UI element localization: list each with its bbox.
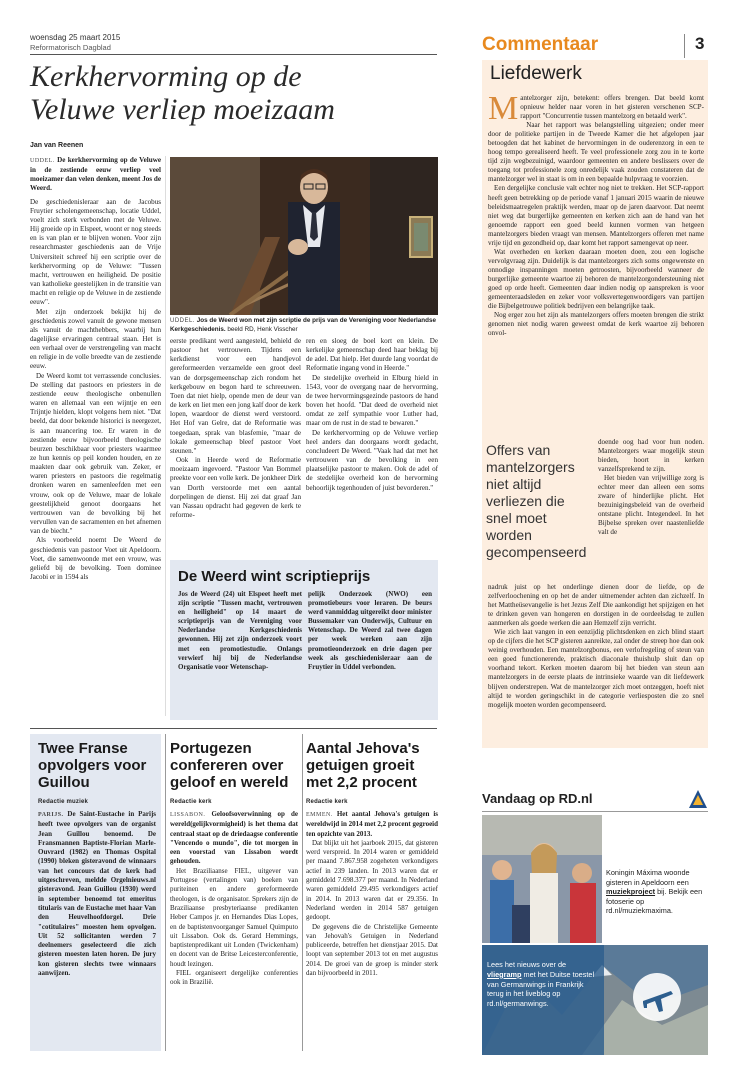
rd-item-text: met het Duitse toestel van Germanwings in Frankrijk terug in het liveblog op rd.nl/germanwings. — [487, 969, 595, 1009]
caption-text: Jos de Weerd won met zijn scriptie de prijs van de Vereniging voor Nederlandse Kerkgeschiedenis. — [170, 317, 436, 333]
portugezen-redactie: Redactie kerk — [170, 799, 212, 805]
page-header — [30, 33, 120, 53]
rd-link-muziekproject[interactable]: muziekproject — [606, 887, 656, 897]
rd-item-text: Lees het nieuws over de — [487, 960, 567, 969]
paragraph: De stedelijke overheid in Elburg hield in 1543, voor de overgang naar de hervorming, de twee hervormingsgezinde pastoors de hand boven het hoofd. "Dat deed de overheid niet omdat ze zelf sympathie voor Luther had, maar om de rust in de stad te bewaren." — [306, 373, 438, 428]
dropcap: M — [488, 94, 519, 127]
paragraph: FIEL organiseert dergelijke conferenties ook in Brazilië. — [170, 969, 298, 987]
scriptieprijs-title[interactable]: De Weerd wint scriptieprijs — [178, 568, 371, 585]
portugezen-title[interactable]: Portugezen confereren over geloof en wereld — [170, 740, 289, 791]
portugezen-body — [170, 810, 298, 1050]
lead-text: De kerkhervorming op de Veluwe in de zestiende eeuw verliep veel moeizamer dan velen denken, meent Jos de Weerd. — [30, 156, 161, 193]
paragraph: Naar het rapport was belangstelling uitgezien; onder meer door de politieke partijen in de Tweede Kamer die het afgelopen jaar betoogden dat het kabinet de hervormingen in de ouderenzorg in een te hoog tempo gerealiseerd heeft. Te veel professionele zorg zou in te korte tijd zijn wegbezuinigd, waardoor gemeenten en andere beslissers over de toegang tot professionele zorg onredelijk vaak zouden constateren dat de mantelzorger wel in staat is om in een bepaalde hulpvraag te voorzien. — [488, 121, 704, 184]
paragraph: Het bieden van vrijwillige zorg is echter meer dan alleen een soms zware of hinderlijke plicht. Het bezuinigingsbeleid van de overheid ontstane plicht. Integendeel. In het Bijbelse spreken over naastenliefde valt de — [598, 474, 704, 537]
dateline: UDDEL. — [30, 158, 55, 164]
main-article-col1 — [30, 156, 161, 716]
header-date: woensdag 25 maart 2015 — [30, 33, 121, 42]
rd-link-vliegramp[interactable]: vliegramp — [487, 969, 522, 979]
main-headline[interactable] — [30, 60, 440, 126]
lead-text: Het aantal Jehova's getuigen is wereldwijd in 2014 met 2,2 procent gegroeid ten opzichte van 2013. — [306, 810, 438, 838]
column-divider — [165, 156, 166, 716]
pull-quote: Offers van mantelzorgers niet altijd verliezen die snel moet worden gecompenseerd — [486, 442, 587, 560]
headline-line-2: Veluwe verliep moeizaam — [30, 93, 335, 126]
paragraph: Het Braziliaanse FIEL, uitgever van Portugese (vertalingen van) boeken van puriteinen en andere gereformeerde theologen, is de organisator. Sprekers zijn de Braziliaanse presbyteriaanse predikanten Heber Campos jr. en Hernandes Dias Lopes, en de baptistenvoorganger Samuel Quimputo uit Lissabon. Ook ds. Gerard Hemmings, baptistenpredikant uit Londen (Twickenham) en docent van de Britse Leicesterconferentie, houdt lezingen. — [170, 866, 298, 968]
paragraph-text: antelzorger zijn, betekent: offers brengen. Dat beeld komt opnieuw helder naar voren in het gisteren verschenen SCP-rapport "Concurrentie tussen mantelzorg en betaald werk". — [520, 94, 704, 121]
paragraph: De gegevens die de Christelijke Gemeente van Jehovah's Getuigen in Nederland publiceerde, betreffen het dienstjaar 2015. Dat loopt van september 2013 tot en met augustus 2014. De groei van de groep is minder sterk dan bijvoorbeeld in 2011. — [306, 922, 438, 978]
paragraph: ren en sloeg de boel kort en klein. De kerkelijke gemeenschap deed haar beklag bij de adel. Dat hielp. Het duurde lang voordat de Reformatie ingang vond in Heerde." — [306, 337, 438, 373]
main-article-col3 — [306, 337, 438, 555]
commentaar-body-top — [488, 94, 704, 439]
rd-logo-icon — [688, 789, 708, 809]
commentaar-section-title: Commentaar — [482, 34, 599, 55]
caption-dateline: UDDEL. — [170, 318, 196, 324]
paragraph — [488, 94, 704, 127]
paragraph: Dat blijkt uit het jaarboek 2015, dat gisteren werd verspreid. In 2014 waren er gemiddeld per maand 7.867.958 zogeheten verkondigers actief in 239 landen. In 2013 waren dat er gemiddeld 7.698.377 per maand. In Nederland waren gemiddeld 29.495 verkondigers actief in 2014. In 2013 waren dat er 29.356. In Nederland werden in 2014 587 getuigen gedoopt. — [306, 838, 438, 922]
rd-title-rule — [482, 811, 708, 812]
paragraph: Met zijn onderzoek bekijkt hij de geschiedenis zowel vanuit de gewone mensen als vanuit de machthebbers, waarbij hun dagelijkse ervaringen centraal staan. Het is een verhaal over de verstrengeling van macht en religie in de volle breedte van de zestiende eeuw. — [30, 307, 161, 371]
page-number-divider — [684, 34, 685, 58]
header-paper: Reformatorisch Dagblad — [30, 43, 111, 52]
jehova-body — [306, 810, 438, 1050]
main-article-col2 — [170, 337, 301, 555]
photo-credit: beeld RD, Henk Visscher — [227, 325, 298, 333]
scriptieprijs-col2: pelijk Onderzoek (NWO) een promotiebeurs voor leraren. De beurs werd vanmiddag uitgereikt door minister Bussemaker van Onderwijs, Cultuur en Wetenschap. De Weerd zal twee dagen per week werken aan zijn promotieonderzoek en drie dagen per week als geschiedenisleraar aan de Fruytier in Uddel verbonden. — [308, 590, 432, 671]
photo-maxima — [482, 815, 602, 943]
photo-caption — [170, 317, 438, 334]
jehova-redactie: Redactie kerk — [306, 799, 348, 805]
rd-item-maxima — [606, 868, 708, 916]
scriptieprijs-col1: Jos de Weerd (24) uit Elspeet heeft met zijn scriptie "Tussen macht, vertrouwen en heiligheid" op 14 maart de scriptieprijs van de Vereniging voor Nederlandse Kerkgeschiedenis gewonnen. Hij zet zijn onderzoek voort met een promotiestudie. Onlangs verwierf hij bij de Nederlandse Organisatie voor Wetenschap- — [178, 590, 302, 671]
paragraph: Als voorbeeld noemt De Weerd de geschiedenis van pastoor Voet uit Apeldoorn. Voet, die samenwoonde met een vrouw, was geliefd bij de bevolking. Toen dominee Jacobi er in 1594 als — [30, 536, 161, 582]
commentaar-body-bottom — [488, 583, 704, 743]
commentaar-title[interactable]: Liefdewerk — [490, 63, 582, 84]
paragraph: Wat overheden en kerken daaraan moeten doen, zou een logische vervolgvraag zijn. Duidelijk is dat mantelzorgers zich soms ongewenste en onnodige inspanningen moeten getroosten, bijvoorbeeld wanneer de burgerlijke gemeente waartoe zij behoren de mantelzorgondersteuning niet goed op orde heeft. Gemeenten daar indien nodig op aanspreken is voor gemeenteraadsleden en zeker voor volksvertegenwoordigers van partijen die Bijbelgetrouwe politiek bedrijven een belangrijke taak. — [488, 247, 704, 311]
photo-jos-de-weerd — [170, 157, 438, 315]
paragraph: Wie zich laat vangen in een eenzijdig plichtsdenken en zich blind staart op de cijfers die het SCP gisteren aanreikte, zal onder de streep hoe dan ook weinig overhouden. Een mantelzorgbonus, een verlofregeling of steun van een goed functionerende, praktisch diaconale thuishulp sluit dan op voorhand tekort. Kerken moeten daarom bij het bieden van steun aan mantelzorgers in de eerste plaats de intrinsieke waarde van dit liefdewerk blijven onderstrepen. Wat de mantelzorger zich moet ontzeggen, hoeft niet altijd te worden geringschikt in de categorie verliesposten die zo snel mogelijk moeten worden gecompenseerd. — [488, 628, 704, 709]
lead-text: Geloofsoverwinning op de wereld(gelijkvormigheid) is het thema dat centraal staat op de driedaagse conferentie "Vencendo o mundo", die tot morgen in een voorstad van Lissabon wordt gehouden. — [170, 810, 298, 866]
guillou-title[interactable]: Twee Franse opvolgers voor Guillou — [38, 740, 147, 791]
section-rule — [30, 728, 437, 729]
paragraph: Ook in Heerde werd de Reformatie moeizaam ingevoerd. "Pastoor Van Bommel preekte voor een volle kerk. De jonkheer Dirk van Dorth verstoorde met een aantal dorpelingen de dienst. Hij zei dat graaf Jan van Nassau opdracht had gegeven de kerk te reforme- — [170, 456, 301, 519]
column-divider — [165, 734, 166, 1051]
headline-line-1: Kerkhervorming op de — [30, 60, 302, 93]
jehova-title[interactable]: Aantal Jehova's getuigen groeit met 2,2 procent — [306, 740, 420, 791]
airplane-icon — [633, 973, 681, 1021]
byline: Jan van Reenen — [30, 142, 84, 149]
paragraph: De geschiedenisleraar aan de Jacobus Fruytier scholengemeenschap, locatie Uddel, voelt zich sterk verbonden met de Veluwe. Hij groeide op in Elspeet, woont er nog steeds en is van plan er te blijven wonen. Voor zijn researchmaster geschiedenis aan de Vrije Universiteit schreef hij een scriptie over de kerkhervorming op de Veluwe: "Tussen macht, vertrouwen en heiligheid. De positie van katholieke geestelijken in de transitie van macht en religie op de Veluwe in de zestiende eeuw". — [30, 197, 161, 307]
paragraph: Nog erger zou het zijn als mantelzorgers offers moeten brengen die strikt genomen niet nodig waren geweest omdat de kerk waartoe zij behoren onvol- — [488, 311, 704, 338]
dateline: EMMEN. — [306, 812, 333, 818]
lead-paragraph — [306, 810, 438, 839]
page-number: 3 — [695, 34, 705, 53]
paragraph: eerste predikant werd aangesteld, behield de pastoor het vertrouwen. Tijdens een kerkdienst voor een handjevol gereformeerden verzamelde een groot deel van de dorpsgemeenschap zich rondom het kerkgebouw en begon hard te schreeuwen. Toen dat niet hielp, opende men de deur van de kerk en liet men een jong kalf door de kerk lopen, waardoor de dienst werd verstoord. Het Hof van Gelre, dat de Reformatie was toegedaan, sprak van blasfemie, "maar de lokale gemeenschap bleef pastoor Voet steunen." — [170, 337, 301, 455]
column-divider — [302, 734, 303, 1051]
article-photo[interactable] — [170, 157, 438, 315]
lead-paragraph — [170, 810, 298, 867]
paragraph: De Weerd komt tot verrassende conclusies. De stelling dat pastoors en priesters in de zestiende eeuw theologische onbenullen waren en allemaal van een wijntje en een Trijntje hielden, klopt volgens hem niet. "Dat beeld, dat door bekende historici is neergezet, is aan nuancering toe. Er waren in de zestiende eeuw bijvoorbeeld theologische beurzen beschikbaar voor priesters waarmee ze hun kennis op peil konden houden, en ze maakten daar ook gebruik van. Zeker, er waren priesters en pastoors die regelmatig dronken waren en samenleefden met een vrouw, ook op de Veluwe, maar de lokale geestelijkheid genoot doorgaans het vertrouwen van de bevolking bij het vervullen van de sacramenten en het afnemen van de biecht." — [30, 371, 161, 536]
commentaar-body-right — [598, 438, 704, 582]
rd-box-title[interactable]: Vandaag op RD.nl — [482, 791, 593, 806]
dateline: PARIJS. — [38, 812, 64, 818]
dateline: LISSABON. — [170, 812, 206, 818]
guillou-text: De Saint-Eustache in Parijs heeft twee opvolgers van de organist Jean Guillou benoemd. De Fransmannen Baptiste-Florian Marle-Ouvrard (1982) en Thomas Ospital (1990) bleken gisteravond de winnaars van het concours dat de kerk had uitgeschreven, meldde Orgelnieuws.nl gisteravond. Jean Guillou (1930) werd in september benoemd tot emeritus titularis van de Eustache met haar Van den Heuvelhoofdorgel. Drie "cotitulaires" moesten hem opvolgen. Uit 52 sollicitanten werden 7 deelnemers geselecteerd die zich gisteren moesten laten horen. De jury kon gisteren slechts twee winnaars aanwijzen. — [38, 810, 156, 978]
rd-item-text: bij. Bekijk een fotoserie op rd.nl/muziekmaxima. — [606, 887, 703, 916]
rd-item-germanwings — [487, 960, 599, 1009]
guillou-redactie: Redactie muziek — [38, 799, 89, 805]
paragraph: Een dergelijke conclusie valt echter nog niet te trekken. Het SCP-rapport heeft geen betrekking op de periode vanaf 1 januari 2015 waarin de nieuwe beleidsmaatregelen praktijk werden, maar op de jaren daarvoor. Dat neemt niet weg dat burgerlijke gemeenten en kerken zich aan de hand van het genoemde rapport een goed beeld kunnen vormen van hetgeen mantelzorgers bieden vraagt van mensen. Mantelzorgers offeren met name vrije tijd en gezondheid op, daar komt het rapport samengevat op neer. — [488, 184, 704, 247]
rd-item-text: Koningin Máxima woonde gisteren in Apeldoorn een — [606, 868, 690, 887]
paragraph: nadruk juist op het onderlinge dienen door de liefde, op de zelfverloochening en op het de ander uitnemender achten dan zichzelf. In het Mattheüsevangelie is het Jezus Zelf Die aankondigt het spijzigen en het te drinken geven van hongeren en dorstigen in de oordeelsdag te zullen aanmerken als goede werken die aan Hemzelf zijn verricht. — [488, 583, 704, 628]
rd-photo-maxima[interactable] — [482, 815, 602, 943]
lead-paragraph — [30, 156, 161, 194]
paragraph: doende oog had voor hun noden. Mantelzorgers waar mogelijk steun bieden, hoort in kerken vanzelfsprekend te zijn. — [598, 438, 704, 474]
paragraph: De kerkhervorming op de Veluwe verliep heel anders dan doorgaans wordt gedacht, concludeert De Weerd. "Vaak had dat met het vertrouwen van de bevolking in een plaatselijke pastoor te maken. Ook de adel of de stedelijke overheid kon de hervorming behoorlijk tegenhouden of juist bevorderen." — [306, 428, 438, 492]
top-rule — [30, 54, 437, 55]
guillou-body — [38, 810, 156, 1045]
